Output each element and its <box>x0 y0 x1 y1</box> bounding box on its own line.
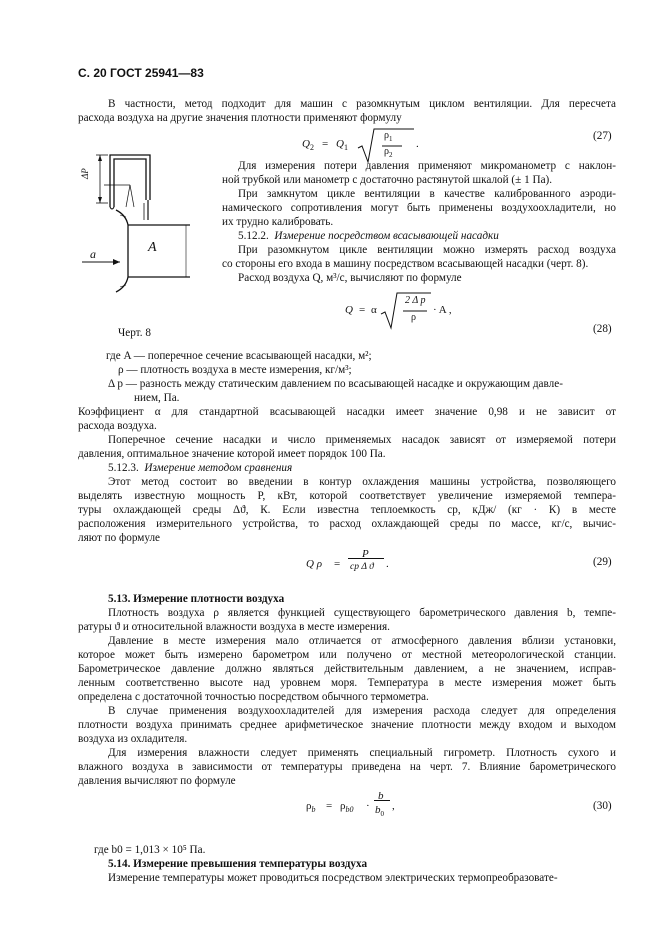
figure-caption: Черт. 8 <box>118 327 151 339</box>
equation-28: Q = α 2 Δ p ρ · A , <box>345 290 475 332</box>
equation-27: $Q_2$ = $Q_1$ $\rho_1$ $\rho_2$ . <box>302 126 432 166</box>
text-line: Давление в месте измерения мало отличается от атмосферного давления вблизи установки, <box>108 635 616 647</box>
text-line: ленным соответственно высоте над уровнем моря. Температура в месте измерения может быть <box>78 677 616 689</box>
intro-line: В частности, метод подходит для машин с разомкнутым циклом вентиляции. Для пересчета <box>108 98 616 110</box>
text-line: Барометрическое давление должно являться действительным давлением, а не значением, исправ- <box>78 663 616 675</box>
a-label: a <box>90 247 96 261</box>
figure-8 <box>80 145 195 295</box>
text-line: выделять известную мощность P, кВт, которой соответствует увеличение измеряемой темпера- <box>78 490 616 502</box>
text-line: расхода воздуха. <box>78 420 157 432</box>
dp-label: ΔP <box>80 168 90 179</box>
text-line: Поперечное сечение насадки и число применяемых насадок зависят от измеряемой потери <box>108 434 616 446</box>
equation-30: $\rho_b$ = $\rho_{b0}$ · b $b_0$ , <box>306 790 395 819</box>
text-line: давления вычисляют по формуле <box>78 775 236 787</box>
equation-29: Q ρ = P cp Δ ϑ . <box>306 548 389 572</box>
page-header: С. 20 ГОСТ 25941—83 <box>78 66 204 80</box>
text-line: ной трубкой или манометр с достаточно растянутой шкалой (± 1 Па). <box>222 174 553 186</box>
text-line: влажного воздуха в зависимости от температуры приведена на черт. 7. Влияние барометрического <box>78 761 616 773</box>
text-line: В случае применения воздухоохладителей для измерения расхода следует для определения <box>108 705 616 717</box>
text-line: расположения измерительного устройства, то расход охлаждающей среды по массе, кг/с, вычис- <box>78 518 616 530</box>
text-line: плотности воздуха принимать среднее арифметическое значение плотности между входом и выходом <box>78 719 616 731</box>
where-item: нием, Па. <box>134 392 180 404</box>
text-line: Коэффициент α для стандартной всасывающей насадки имеет значение 0,98 и не зависит от <box>78 406 616 418</box>
text-line: туры охлаждающей среды Δϑ, К. Если известна теплоемкость cp, кДж/ (кг · К) в месте <box>78 504 616 516</box>
text-line: Расход воздуха Q, м³/с, вычисляют по формуле <box>238 272 462 284</box>
text-line: Этот метод состоит во введении в контур охлаждения машины устройства, позволяющего <box>108 476 616 488</box>
equation-number: (29) <box>593 556 612 568</box>
text-line: ратуры ϑ и относительной влажности воздуха в месте измерения. <box>78 621 390 633</box>
equation-number: (30) <box>593 800 612 812</box>
text-line: При замкнутом цикле вентиляции в качестве калиброванного аэроди- <box>238 188 616 200</box>
text-line: давления, оптимальное значение которой имеет порядок 100 Па. <box>78 448 386 460</box>
text-line: Для измерения влажности следует применять специальный гигрометр. Плотность сухого и <box>108 747 616 759</box>
text-line: которое может быть измерено барометром или получено от местной метеорологической станции. <box>78 649 616 661</box>
section-5-14: 5.14. Измерение превышения температуры воздуха <box>108 858 368 870</box>
section-5-12-3: 5.12.3. Измерение методом сравнения <box>108 462 293 474</box>
text-line: ляют по формуле <box>78 532 160 544</box>
text-line: со стороны его входа в машину посредством всасывающей насадки (черт. 8). <box>222 258 589 270</box>
text-line: Для измерения потери давления применяют микроманометр с наклон- <box>238 160 616 172</box>
intro-line: расхода воздуха на другие значения плотности применяют формулу <box>78 112 402 124</box>
cross-section-label: A <box>148 240 157 255</box>
where-item: ρ — плотность воздуха в месте измерения, кг/м³; <box>118 364 352 376</box>
text-line: Измерение температуры может проводиться посредством электрических термопреобразовате- <box>108 872 558 884</box>
text-line: намического сопротивления могут быть применены воздухоохладители, но <box>222 202 616 214</box>
suction-nozzle-diagram <box>80 145 195 295</box>
equation-number: (27) <box>593 130 612 142</box>
equation-number: (28) <box>593 323 612 335</box>
where-item: где A — поперечное сечение всасывающей насадки, м²; <box>106 350 372 362</box>
text-line: При разомкнутом цикле вентиляции можно измерять расход воздуха <box>238 244 616 256</box>
section-5-13: 5.13. Измерение плотности воздуха <box>108 593 285 605</box>
text-line: их трудно калибровать. <box>222 216 334 228</box>
text-line: определена с достаточной точностью посредством обычного термометра. <box>78 691 429 703</box>
text-line: воздуха из охладителя. <box>78 733 188 745</box>
where-item: где b0 = 1,013 × 10⁵ Па. <box>94 844 206 856</box>
where-item: Δ p — разность между статическим давлением по всасывающей насадке и окружающим давле- <box>108 378 563 390</box>
section-5-12-2: 5.12.2. Измерение посредством всасывающей насадки <box>238 230 499 242</box>
text-line: Плотность воздуха ρ является функцией существующего барометрического давления b, темпе- <box>108 607 616 619</box>
